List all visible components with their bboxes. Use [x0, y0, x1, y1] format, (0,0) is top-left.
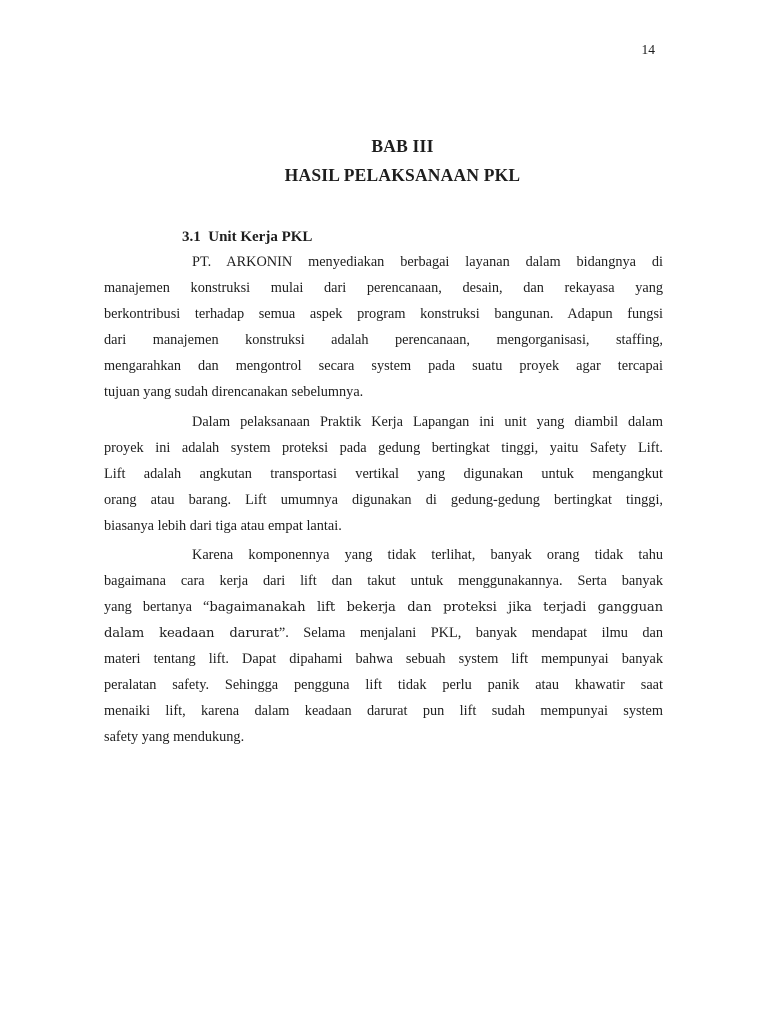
page-number: 14	[641, 42, 655, 57]
text-line	[104, 620, 663, 646]
text-line	[104, 646, 663, 672]
quoted-text: dalam keadaan darurat	[104, 626, 279, 641]
body-text: Lift adalah angkutan transportasi vertikal yang digunakan untuk mengangkut	[104, 466, 663, 482]
text-line	[104, 513, 663, 539]
chapter-title	[104, 132, 663, 190]
body-text: ”. Selama menjalani PKL, banyak mendapat ilmu dan	[278, 625, 663, 641]
body-text: bagaimana cara kerja dari lift dan takut untuk menggunakannya. Serta banyak	[104, 573, 663, 589]
text-line	[104, 301, 663, 327]
paragraph-safety-lift	[104, 409, 663, 539]
body-text: PT. ARKONIN menyediakan berbagai layanan dalam bidangnya di	[192, 254, 663, 270]
body-text: yang bertanya “	[104, 599, 210, 615]
body-text: biasanya lebih dari tiga atau empat lantai.	[104, 518, 342, 534]
body-text: mengarahkan dan mengontrol secara system pada suatu proyek agar tercapai	[104, 358, 663, 374]
text-line	[104, 568, 663, 594]
chapter-title-line1: BAB III	[371, 136, 434, 156]
body-text: peralatan safety. Sehingga pengguna lift tidak perlu panik atau khawatir saat	[104, 677, 663, 693]
chapter-title-line2: HASIL PELAKSANAAN PKL	[284, 165, 521, 185]
body-text: menaiki lift, karena dalam keadaan darurat pun lift sudah mempunyai system	[104, 703, 663, 719]
body-text: tujuan yang sudah direncanakan sebelumnya.	[104, 384, 364, 400]
text-line	[104, 409, 663, 435]
quoted-text: bagaimanakah lift bekerja dan proteksi jika terjadi gangguan	[209, 600, 663, 615]
paragraph-unit-kerja-intro	[104, 249, 663, 405]
page-content	[104, 0, 663, 1024]
text-line	[104, 594, 663, 620]
text-line	[104, 724, 663, 750]
section-heading: 3.1 Unit Kerja PKL	[182, 229, 313, 245]
body-text: safety yang mendukung.	[104, 729, 245, 745]
text-line	[104, 487, 663, 513]
body-text: proyek ini adalah system proteksi pada gedung bertingkat tinggi, yaitu Safety Lift.	[104, 440, 663, 456]
text-line	[104, 249, 663, 275]
text-line	[104, 542, 663, 568]
body-text: Karena komponennya yang tidak terlihat, banyak orang tidak tahu	[192, 547, 663, 563]
text-line	[104, 379, 663, 405]
body-text: Dalam pelaksanaan Praktik Kerja Lapangan ini unit yang diambil dalam	[192, 414, 663, 430]
body-text: orang atau barang. Lift umumnya digunakan di gedung-gedung bertingkat tinggi,	[104, 492, 663, 508]
paragraph-lift-components	[104, 542, 663, 750]
text-line	[104, 327, 663, 353]
text-line	[104, 672, 663, 698]
body-text: berkontribusi terhadap semua aspek program konstruksi bangunan. Adapun fungsi	[104, 306, 663, 322]
body-text: materi tentang lift. Dapat dipahami bahwa sebuah system lift mempunyai banyak	[104, 651, 663, 667]
text-line	[104, 435, 663, 461]
text-line	[104, 461, 663, 487]
text-line	[104, 698, 663, 724]
text-line	[104, 353, 663, 379]
body-text: manajemen konstruksi mulai dari perencanaan, desain, dan rekayasa yang	[104, 280, 663, 296]
text-line	[104, 275, 663, 301]
body-text: dari manajemen konstruksi adalah perencanaan, mengorganisasi, staffing,	[104, 332, 663, 348]
